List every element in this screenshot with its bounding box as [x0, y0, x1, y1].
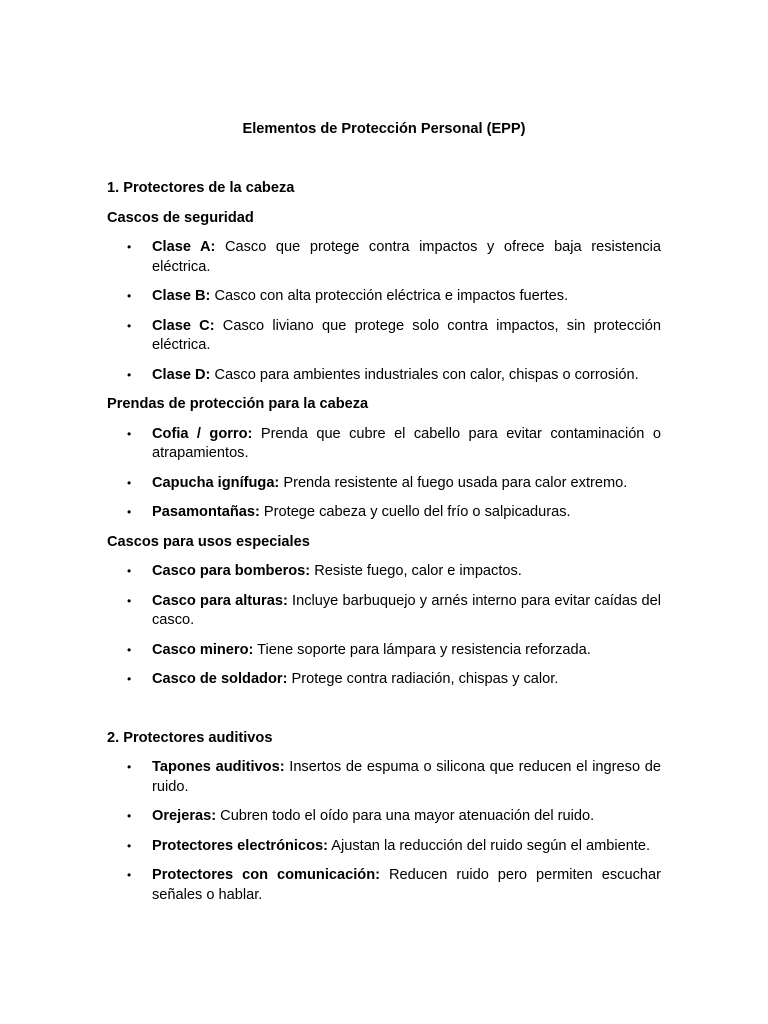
- item-description: Casco que protege contra impactos y ofrece baja resistencia eléctrica.: [152, 239, 661, 275]
- list-item: [107, 317, 661, 356]
- bullet-icon: •: [127, 426, 132, 441]
- bullet-icon: •: [127, 593, 132, 608]
- list-item: [107, 562, 661, 582]
- bullet-icon: •: [127, 642, 132, 657]
- item-term: Protectores con comunicación:: [152, 867, 380, 883]
- item-description: Prenda resistente al fuego usada para calor extremo.: [279, 474, 628, 491]
- item-description: Casco liviano que protege solo contra impactos, sin protección eléctrica.: [152, 317, 661, 353]
- item-term: Casco minero:: [152, 641, 254, 658]
- bullet-icon: •: [127, 289, 132, 303]
- item-term: Clase A:: [152, 239, 216, 255]
- bullet-icon: •: [127, 760, 132, 774]
- item-description: Casco para ambientes industriales con calor, chispas o corrosión.: [210, 366, 639, 383]
- bullet-icon: •: [127, 475, 132, 490]
- subheading-head-garments: Prendas de protección para la cabeza: [107, 396, 369, 412]
- list-hearing-protectors: [107, 758, 661, 905]
- list-item: [107, 474, 661, 494]
- item-description: Insertos de espuma o silicona que reducen el ingreso de ruido.: [152, 759, 661, 795]
- bullet-icon: •: [127, 505, 132, 519]
- bullet-icon: •: [127, 240, 132, 254]
- list-item: [107, 592, 661, 631]
- item-description: Casco con alta protección eléctrica e impactos fuertes.: [210, 288, 569, 304]
- item-term: Protectores electrónicos:: [152, 837, 328, 854]
- item-term: Casco para alturas:: [152, 592, 288, 609]
- item-term: Pasamontañas:: [152, 504, 260, 520]
- section-spacer: [107, 700, 661, 729]
- list-item: [107, 425, 661, 464]
- item-description: Protege cabeza y cuello del frío o salpicaduras.: [259, 504, 571, 520]
- item-description: Incluye barbuquejo y arnés interno para evitar caídas del casco.: [152, 592, 661, 628]
- bullet-icon: •: [127, 809, 132, 823]
- list-item: [107, 641, 661, 661]
- subheading-safety-helmets: Cascos de seguridad: [107, 209, 254, 226]
- bullet-icon: •: [127, 367, 132, 382]
- item-term: Tapones auditivos:: [152, 759, 285, 775]
- subheading-special-helmets: Cascos para usos especiales: [107, 533, 310, 550]
- item-term: Orejeras:: [152, 808, 217, 824]
- document-content: [107, 179, 661, 915]
- item-description: Ajustan la reducción del ruido según el ambiente.: [328, 837, 651, 854]
- list-special-helmets: [107, 562, 661, 690]
- item-term: Casco de soldador:: [152, 671, 288, 687]
- list-item: [107, 366, 661, 386]
- list-item: [107, 670, 661, 690]
- item-term: Cofia / gorro:: [152, 425, 253, 442]
- item-term: Clase D:: [152, 366, 211, 383]
- item-term: Clase B:: [152, 288, 211, 304]
- item-term: Clase C:: [152, 317, 215, 334]
- bullet-icon: •: [127, 318, 132, 333]
- section-heading-head-protection: 1. Protectores de la cabeza: [107, 180, 295, 196]
- bullet-icon: •: [127, 672, 132, 686]
- item-term: Capucha ignífuga:: [152, 474, 280, 491]
- section-heading-hearing-protection: 2. Protectores auditivos: [107, 729, 273, 746]
- item-description: Resiste fuego, calor e impactos.: [310, 563, 522, 579]
- list-safety-helmets: [107, 238, 661, 385]
- bullet-icon: •: [127, 564, 132, 578]
- item-description: Protege contra radiación, chispas y calor.: [287, 671, 559, 687]
- item-description: Tiene soporte para lámpara y resistencia reforzada.: [253, 641, 591, 658]
- list-item: [107, 238, 661, 277]
- list-item: [107, 866, 661, 905]
- item-description: Prenda que cubre el cabello para evitar contaminación o atrapamientos.: [152, 425, 661, 461]
- item-description: Reducen ruido pero permiten escuchar señales o hablar.: [152, 867, 661, 903]
- list-item: [107, 837, 661, 857]
- bullet-icon: •: [127, 868, 132, 882]
- bullet-icon: •: [127, 838, 132, 853]
- list-head-garments: [107, 425, 661, 523]
- document-title: Elementos de Protección Personal (EPP): [242, 121, 526, 137]
- list-item: [107, 503, 661, 523]
- list-item: [107, 287, 661, 307]
- list-item: [107, 758, 661, 797]
- list-item: [107, 807, 661, 827]
- item-term: Casco para bomberos:: [152, 563, 311, 579]
- item-description: Cubren todo el oído para una mayor atenuación del ruido.: [216, 808, 595, 824]
